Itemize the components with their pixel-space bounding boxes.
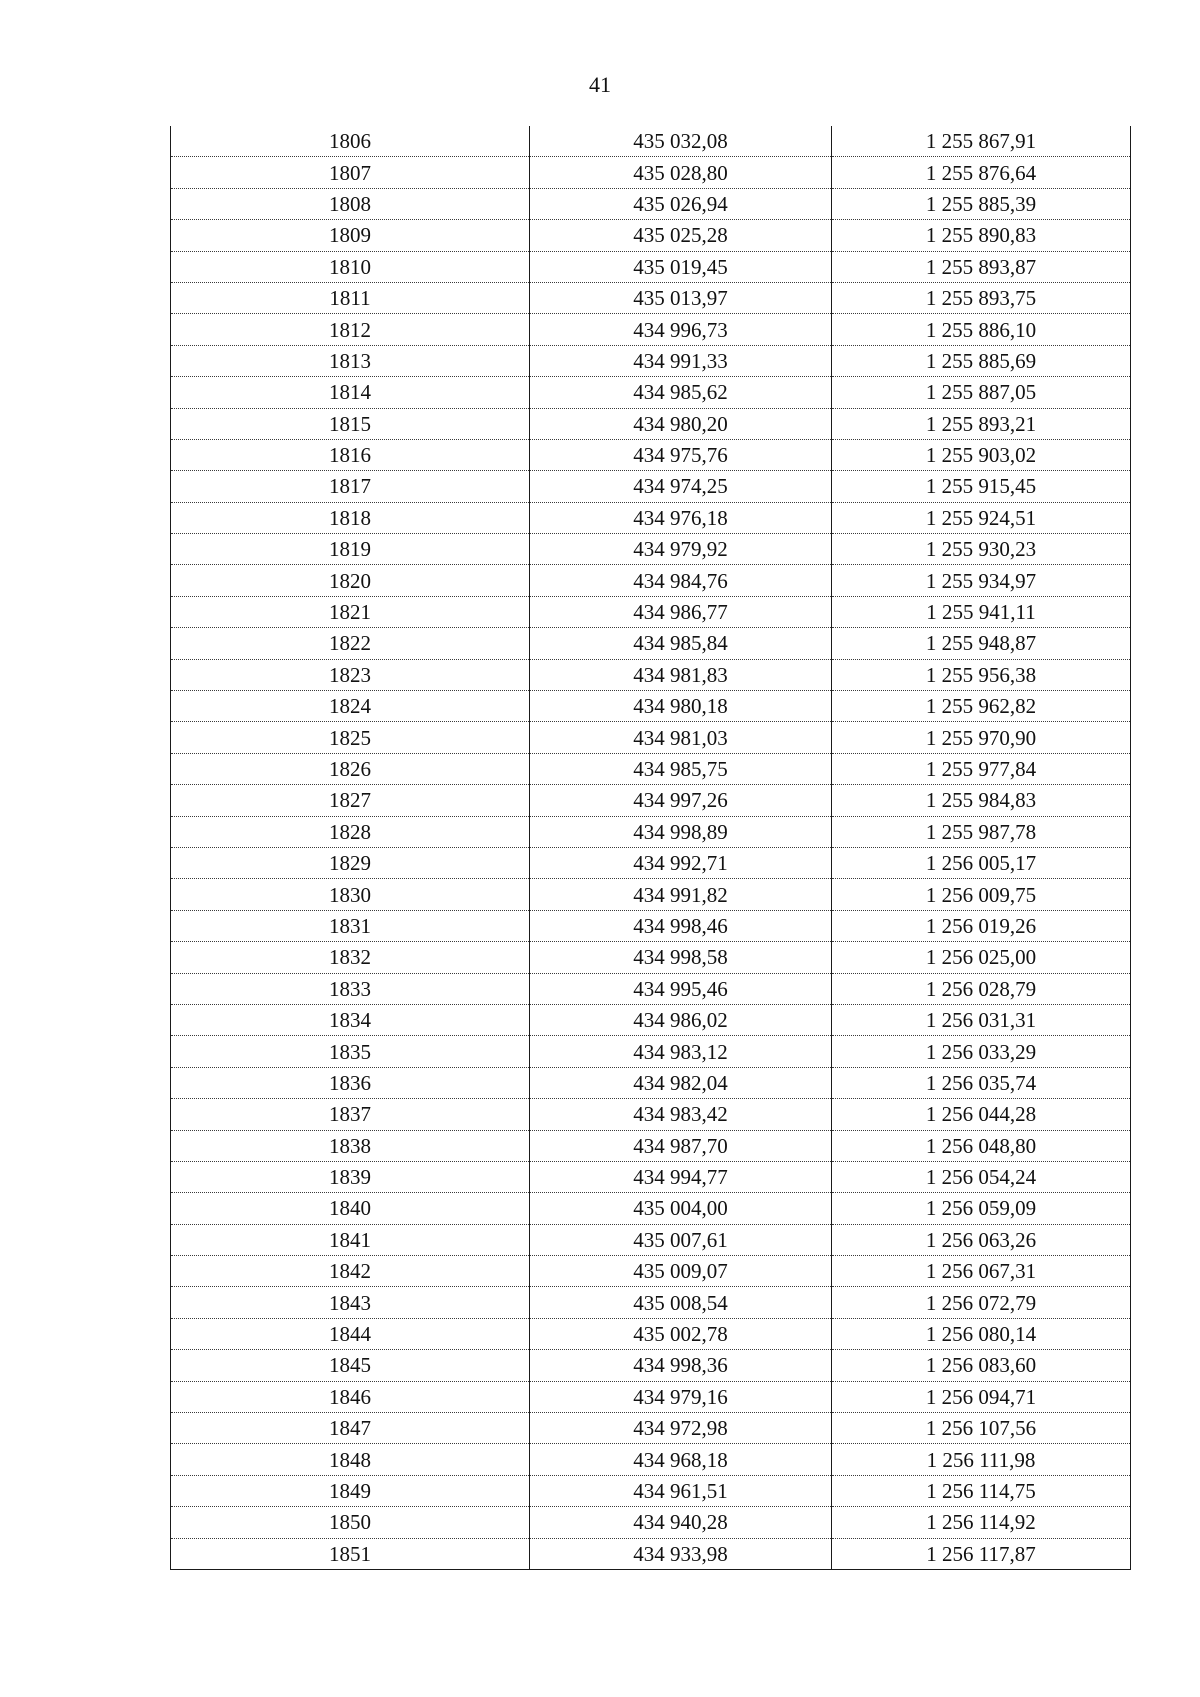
- table-row: [171, 628, 1131, 659]
- x-coordinate-cell: 434 983,12: [530, 1036, 832, 1067]
- y-coordinate-cell: 1 256 080,14: [832, 1318, 1131, 1349]
- y-coordinate-cell: 1 255 893,21: [832, 408, 1131, 439]
- x-coordinate-cell: 434 998,46: [530, 910, 832, 941]
- table-row: [171, 722, 1131, 753]
- y-coordinate-cell: 1 256 019,26: [832, 910, 1131, 941]
- y-coordinate-cell: 1 255 987,78: [832, 816, 1131, 847]
- x-coordinate-cell: 434 998,89: [530, 816, 832, 847]
- point-number-cell: 1847: [171, 1413, 530, 1444]
- x-coordinate-cell: 434 972,98: [530, 1413, 832, 1444]
- x-coordinate-cell: 434 961,51: [530, 1475, 832, 1506]
- x-coordinate-cell: 434 979,16: [530, 1381, 832, 1412]
- x-coordinate-cell: 434 986,02: [530, 1004, 832, 1035]
- x-coordinate-cell: 434 981,03: [530, 722, 832, 753]
- x-coordinate-cell: 434 997,26: [530, 785, 832, 816]
- x-coordinate-cell: 434 991,33: [530, 345, 832, 376]
- point-number-cell: 1841: [171, 1224, 530, 1255]
- table-row: [171, 1036, 1131, 1067]
- y-coordinate-cell: 1 255 867,91: [832, 126, 1131, 157]
- y-coordinate-cell: 1 255 903,02: [832, 439, 1131, 470]
- point-number-cell: 1813: [171, 345, 530, 376]
- table-row: [171, 1475, 1131, 1506]
- point-number-cell: 1808: [171, 188, 530, 219]
- y-coordinate-cell: 1 256 107,56: [832, 1413, 1131, 1444]
- table-row: [171, 408, 1131, 439]
- coordinates-table: [170, 126, 1131, 1570]
- table-row: [171, 1256, 1131, 1287]
- x-coordinate-cell: 434 994,77: [530, 1161, 832, 1192]
- point-number-cell: 1834: [171, 1004, 530, 1035]
- point-number-cell: 1819: [171, 534, 530, 565]
- x-coordinate-cell: 435 009,07: [530, 1256, 832, 1287]
- y-coordinate-cell: 1 255 970,90: [832, 722, 1131, 753]
- point-number-cell: 1850: [171, 1507, 530, 1538]
- y-coordinate-cell: 1 256 117,87: [832, 1538, 1131, 1569]
- x-coordinate-cell: 434 991,82: [530, 879, 832, 910]
- x-coordinate-cell: 434 987,70: [530, 1130, 832, 1161]
- y-coordinate-cell: 1 256 054,24: [832, 1161, 1131, 1192]
- table-row: [171, 1130, 1131, 1161]
- point-number-cell: 1824: [171, 691, 530, 722]
- y-coordinate-cell: 1 256 009,75: [832, 879, 1131, 910]
- point-number-cell: 1810: [171, 251, 530, 282]
- x-coordinate-cell: 434 982,04: [530, 1067, 832, 1098]
- table-row: [171, 1538, 1131, 1569]
- y-coordinate-cell: 1 255 962,82: [832, 691, 1131, 722]
- y-coordinate-cell: 1 256 083,60: [832, 1350, 1131, 1381]
- point-number-cell: 1806: [171, 126, 530, 157]
- point-number-cell: 1838: [171, 1130, 530, 1161]
- point-number-cell: 1814: [171, 377, 530, 408]
- y-coordinate-cell: 1 256 114,75: [832, 1475, 1131, 1506]
- table-row: [171, 1507, 1131, 1538]
- x-coordinate-cell: 434 980,20: [530, 408, 832, 439]
- table-row: [171, 659, 1131, 690]
- table-row: [171, 816, 1131, 847]
- y-coordinate-cell: 1 256 059,09: [832, 1193, 1131, 1224]
- x-coordinate-cell: 435 008,54: [530, 1287, 832, 1318]
- point-number-cell: 1842: [171, 1256, 530, 1287]
- point-number-cell: 1815: [171, 408, 530, 439]
- point-number-cell: 1836: [171, 1067, 530, 1098]
- point-number-cell: 1807: [171, 157, 530, 188]
- table-row: [171, 1381, 1131, 1412]
- y-coordinate-cell: 1 256 063,26: [832, 1224, 1131, 1255]
- x-coordinate-cell: 434 996,73: [530, 314, 832, 345]
- y-coordinate-cell: 1 256 094,71: [832, 1381, 1131, 1412]
- table-row: [171, 942, 1131, 973]
- table-row: [171, 502, 1131, 533]
- table-row: [171, 785, 1131, 816]
- y-coordinate-cell: 1 255 941,11: [832, 596, 1131, 627]
- y-coordinate-cell: 1 256 044,28: [832, 1099, 1131, 1130]
- x-coordinate-cell: 434 986,77: [530, 596, 832, 627]
- x-coordinate-cell: 434 992,71: [530, 847, 832, 878]
- table-row: [171, 251, 1131, 282]
- point-number-cell: 1840: [171, 1193, 530, 1224]
- table-row: [171, 1350, 1131, 1381]
- table-row: [171, 1067, 1131, 1098]
- table-row: [171, 1193, 1131, 1224]
- y-coordinate-cell: 1 256 035,74: [832, 1067, 1131, 1098]
- table-row: [171, 377, 1131, 408]
- x-coordinate-cell: 435 025,28: [530, 220, 832, 251]
- point-number-cell: 1844: [171, 1318, 530, 1349]
- table-row: [171, 973, 1131, 1004]
- point-number-cell: 1835: [171, 1036, 530, 1067]
- point-number-cell: 1832: [171, 942, 530, 973]
- point-number-cell: 1833: [171, 973, 530, 1004]
- table-row: [171, 439, 1131, 470]
- point-number-cell: 1816: [171, 439, 530, 470]
- y-coordinate-cell: 1 255 984,83: [832, 785, 1131, 816]
- point-number-cell: 1845: [171, 1350, 530, 1381]
- point-number-cell: 1809: [171, 220, 530, 251]
- table-row: [171, 847, 1131, 878]
- x-coordinate-cell: 434 984,76: [530, 565, 832, 596]
- table-row: [171, 910, 1131, 941]
- table-row: [171, 1287, 1131, 1318]
- y-coordinate-cell: 1 256 028,79: [832, 973, 1131, 1004]
- x-coordinate-cell: 434 995,46: [530, 973, 832, 1004]
- y-coordinate-cell: 1 256 072,79: [832, 1287, 1131, 1318]
- y-coordinate-cell: 1 255 893,87: [832, 251, 1131, 282]
- point-number-cell: 1846: [171, 1381, 530, 1412]
- point-number-cell: 1827: [171, 785, 530, 816]
- table-row: [171, 157, 1131, 188]
- y-coordinate-cell: 1 256 114,92: [832, 1507, 1131, 1538]
- y-coordinate-cell: 1 255 886,10: [832, 314, 1131, 345]
- page-number: 41: [589, 72, 611, 97]
- point-number-cell: 1823: [171, 659, 530, 690]
- table-row: [171, 188, 1131, 219]
- table-row: [171, 471, 1131, 502]
- point-number-cell: 1839: [171, 1161, 530, 1192]
- y-coordinate-cell: 1 255 893,75: [832, 282, 1131, 313]
- table-row: [171, 126, 1131, 157]
- point-number-cell: 1821: [171, 596, 530, 627]
- table-row: [171, 220, 1131, 251]
- y-coordinate-cell: 1 255 876,64: [832, 157, 1131, 188]
- x-coordinate-cell: 434 985,84: [530, 628, 832, 659]
- y-coordinate-cell: 1 255 924,51: [832, 502, 1131, 533]
- y-coordinate-cell: 1 256 067,31: [832, 1256, 1131, 1287]
- x-coordinate-cell: 434 933,98: [530, 1538, 832, 1569]
- point-number-cell: 1820: [171, 565, 530, 596]
- y-coordinate-cell: 1 255 887,05: [832, 377, 1131, 408]
- x-coordinate-cell: 435 013,97: [530, 282, 832, 313]
- point-number-cell: 1837: [171, 1099, 530, 1130]
- y-coordinate-cell: 1 255 934,97: [832, 565, 1131, 596]
- x-coordinate-cell: 434 985,62: [530, 377, 832, 408]
- table-row: [171, 1413, 1131, 1444]
- x-coordinate-cell: 435 026,94: [530, 188, 832, 219]
- y-coordinate-cell: 1 255 885,39: [832, 188, 1131, 219]
- table-row: [171, 879, 1131, 910]
- x-coordinate-cell: 434 974,25: [530, 471, 832, 502]
- y-coordinate-cell: 1 255 977,84: [832, 753, 1131, 784]
- x-coordinate-cell: 434 985,75: [530, 753, 832, 784]
- point-number-cell: 1831: [171, 910, 530, 941]
- table-row: [171, 1318, 1131, 1349]
- point-number-cell: 1812: [171, 314, 530, 345]
- x-coordinate-cell: 435 032,08: [530, 126, 832, 157]
- y-coordinate-cell: 1 255 915,45: [832, 471, 1131, 502]
- coordinates-table-body: [171, 126, 1131, 1569]
- x-coordinate-cell: 434 998,36: [530, 1350, 832, 1381]
- y-coordinate-cell: 1 256 033,29: [832, 1036, 1131, 1067]
- point-number-cell: 1825: [171, 722, 530, 753]
- y-coordinate-cell: 1 256 005,17: [832, 847, 1131, 878]
- point-number-cell: 1848: [171, 1444, 530, 1475]
- x-coordinate-cell: 434 998,58: [530, 942, 832, 973]
- x-coordinate-cell: 434 976,18: [530, 502, 832, 533]
- table-row: [171, 596, 1131, 627]
- y-coordinate-cell: 1 255 885,69: [832, 345, 1131, 376]
- x-coordinate-cell: 434 979,92: [530, 534, 832, 565]
- x-coordinate-cell: 435 007,61: [530, 1224, 832, 1255]
- y-coordinate-cell: 1 255 890,83: [832, 220, 1131, 251]
- table-row: [171, 534, 1131, 565]
- point-number-cell: 1826: [171, 753, 530, 784]
- x-coordinate-cell: 434 981,83: [530, 659, 832, 690]
- table-row: [171, 1224, 1131, 1255]
- x-coordinate-cell: 434 940,28: [530, 1507, 832, 1538]
- table-row: [171, 1004, 1131, 1035]
- x-coordinate-cell: 435 002,78: [530, 1318, 832, 1349]
- table-row: [171, 345, 1131, 376]
- x-coordinate-cell: 435 019,45: [530, 251, 832, 282]
- x-coordinate-cell: 434 980,18: [530, 691, 832, 722]
- table-row: [171, 314, 1131, 345]
- table-row: [171, 753, 1131, 784]
- x-coordinate-cell: 434 975,76: [530, 439, 832, 470]
- point-number-cell: 1830: [171, 879, 530, 910]
- y-coordinate-cell: 1 255 930,23: [832, 534, 1131, 565]
- table-row: [171, 691, 1131, 722]
- point-number-cell: 1818: [171, 502, 530, 533]
- table-row: [171, 1161, 1131, 1192]
- table-row: [171, 282, 1131, 313]
- point-number-cell: 1829: [171, 847, 530, 878]
- x-coordinate-cell: 435 028,80: [530, 157, 832, 188]
- table-row: [171, 1444, 1131, 1475]
- point-number-cell: 1822: [171, 628, 530, 659]
- point-number-cell: 1851: [171, 1538, 530, 1569]
- point-number-cell: 1849: [171, 1475, 530, 1506]
- point-number-cell: 1811: [171, 282, 530, 313]
- y-coordinate-cell: 1 256 111,98: [832, 1444, 1131, 1475]
- x-coordinate-cell: 434 968,18: [530, 1444, 832, 1475]
- point-number-cell: 1817: [171, 471, 530, 502]
- table-row: [171, 1099, 1131, 1130]
- x-coordinate-cell: 434 983,42: [530, 1099, 832, 1130]
- y-coordinate-cell: 1 255 956,38: [832, 659, 1131, 690]
- point-number-cell: 1828: [171, 816, 530, 847]
- y-coordinate-cell: 1 256 031,31: [832, 1004, 1131, 1035]
- point-number-cell: 1843: [171, 1287, 530, 1318]
- table-row: [171, 565, 1131, 596]
- y-coordinate-cell: 1 256 048,80: [832, 1130, 1131, 1161]
- y-coordinate-cell: 1 255 948,87: [832, 628, 1131, 659]
- x-coordinate-cell: 435 004,00: [530, 1193, 832, 1224]
- y-coordinate-cell: 1 256 025,00: [832, 942, 1131, 973]
